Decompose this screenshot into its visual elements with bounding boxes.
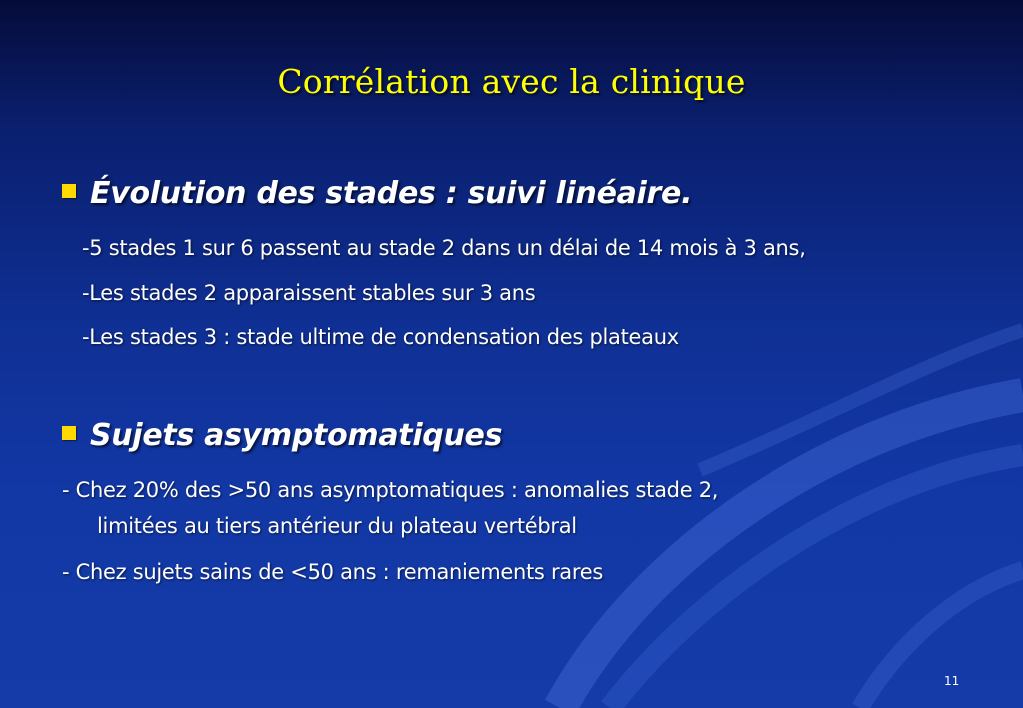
section-heading-evolution (62, 176, 692, 211)
section-heading-text: Évolution des stades : suivi linéaire. (90, 176, 693, 211)
slide-title: Corrélation avec la clinique (277, 62, 746, 101)
text-line: -Les stades 2 apparaissent stables sur 3 ans (82, 281, 536, 305)
square-bullet-icon (62, 426, 76, 440)
text-line: - Chez 20% des >50 ans asymptomatiques : anomalies stade 2, (62, 478, 719, 502)
text-line: -5 stades 1 sur 6 passent au stade 2 dans un délai de 14 mois à 3 ans, (82, 236, 806, 260)
section-heading-asymptomatic (62, 418, 502, 453)
page-number: 11 (944, 674, 960, 688)
text-line: - Chez sujets sains de <50 ans : remaniements rares (62, 560, 603, 584)
section-heading-text: Sujets asymptomatiques (90, 418, 503, 453)
text-line: -Les stades 3 : stade ultime de condensation des plateaux (82, 325, 679, 349)
text-line: limitées au tiers antérieur du plateau vertébral (97, 514, 577, 538)
square-bullet-icon (62, 184, 76, 198)
